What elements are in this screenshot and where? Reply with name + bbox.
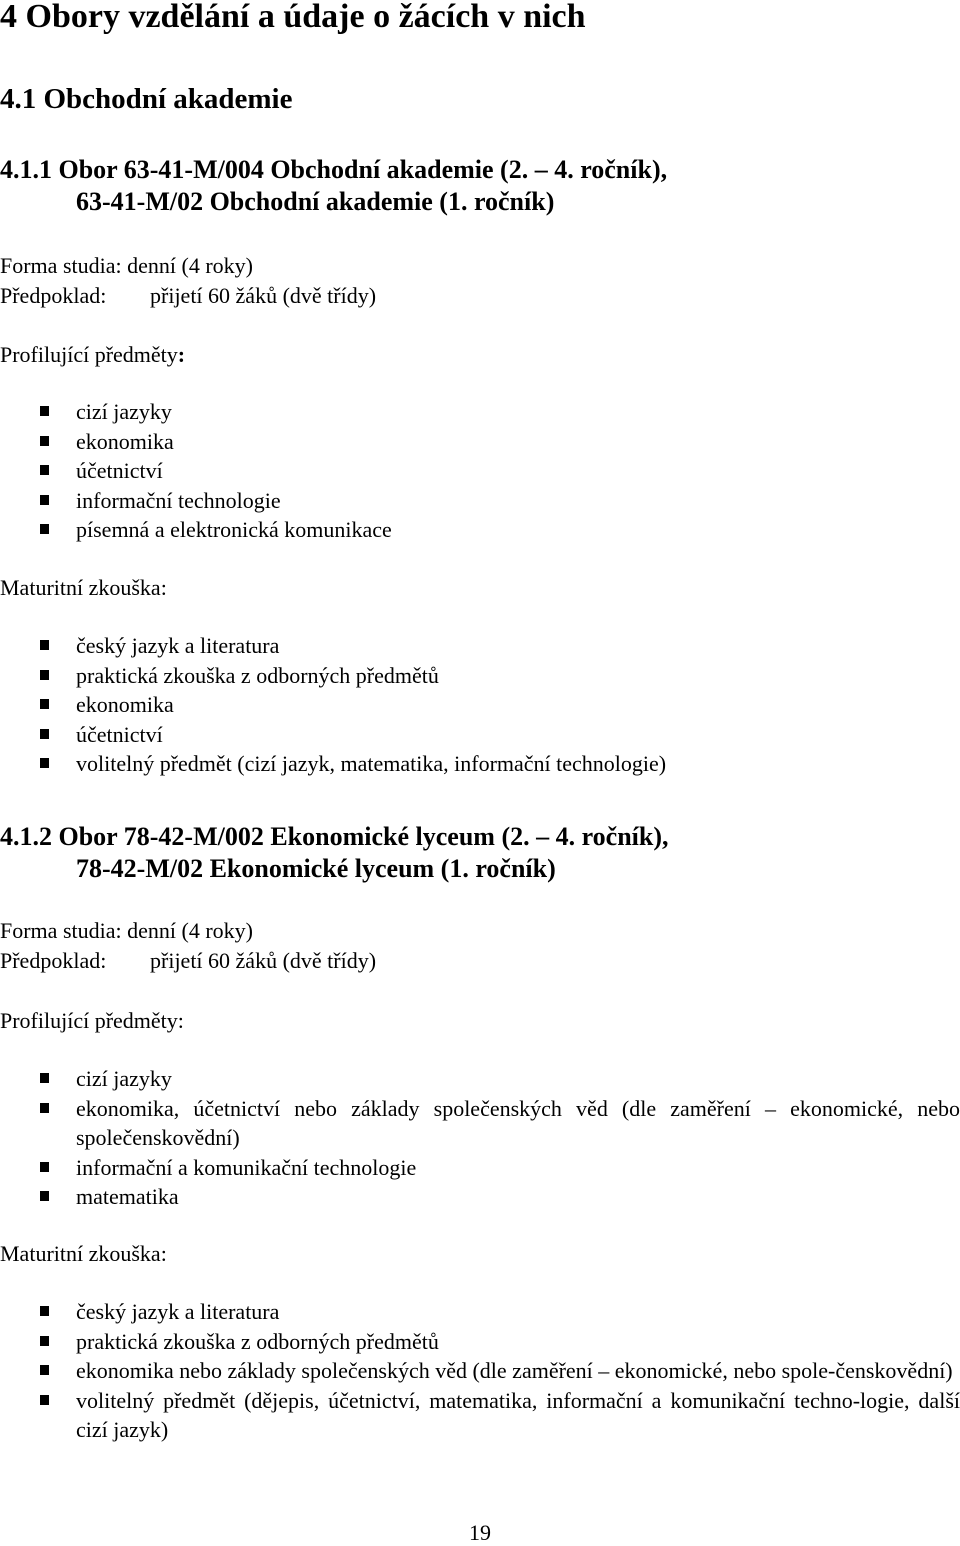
subsection-1-form	[0, 251, 253, 281]
list-item: písemná a elektronická komunikace	[0, 515, 960, 545]
square-bullet-icon	[40, 524, 49, 534]
square-bullet-icon	[40, 1365, 49, 1375]
square-bullet-icon	[40, 465, 49, 475]
list-item: informační technologie	[0, 486, 960, 516]
list-item: cizí jazyky	[0, 1064, 960, 1094]
list-item: ekonomika nebo základy společenských věd (dle zaměření – ekonomické, nebo spole-čenskovědní)	[0, 1356, 960, 1386]
list-item: účetnictví	[0, 456, 960, 486]
square-bullet-icon	[40, 1103, 49, 1113]
subsection-1-exam-label: Maturitní zkouška:	[0, 575, 167, 600]
list-item: ekonomika	[0, 427, 960, 457]
subsection-1-profile-label	[0, 340, 185, 370]
square-bullet-icon	[40, 758, 49, 768]
subsection-1-heading-line2: 63-41-M/02 Obchodní akademie (1. ročník)	[76, 187, 555, 216]
subsection-2-heading-line1: 4.1.2 Obor 78-42-M/002 Ekonomické lyceum (2. – 4. ročník),	[0, 822, 669, 851]
subsection-2-form	[0, 916, 253, 946]
list-item: volitelný předmět (cizí jazyk, matematika, informační technologie)	[0, 749, 960, 779]
square-bullet-icon	[40, 640, 49, 650]
square-bullet-icon	[40, 670, 49, 680]
square-bullet-icon	[40, 729, 49, 739]
subsection-2-profile-label: Profilující předměty:	[0, 1008, 184, 1033]
list-item: matematika	[0, 1182, 960, 1212]
subsection-2-profile-list	[0, 1064, 960, 1212]
subsection-2-assumption	[0, 946, 376, 976]
list-item: cizí jazyky	[0, 397, 960, 427]
subsection-1-assumption	[0, 281, 376, 311]
list-item: český jazyk a literatura	[0, 1297, 960, 1327]
chapter-title: 4 Obory vzdělání a údaje o žácích v nich	[0, 0, 586, 35]
subsection-1-heading	[0, 154, 667, 218]
square-bullet-icon	[40, 1395, 49, 1405]
form-value: denní (4 roky)	[127, 918, 253, 943]
list-item: informační a komunikační technologie	[0, 1153, 960, 1183]
subsection-1-profile-list	[0, 397, 960, 545]
square-bullet-icon	[40, 436, 49, 446]
assumption-label: Předpoklad:	[0, 948, 107, 973]
assumption-label: Předpoklad:	[0, 283, 107, 308]
subsection-2-exam-label: Maturitní zkouška:	[0, 1241, 167, 1266]
square-bullet-icon	[40, 1336, 49, 1346]
profile-colon: :	[177, 342, 186, 367]
list-item: volitelný předmět (dějepis, účetnictví, matematika, informační a komunikační techno-logie, další cizí jazyk)	[0, 1386, 960, 1445]
subsection-2-heading	[0, 821, 669, 885]
form-label: Forma studia:	[0, 918, 122, 943]
subsection-1-heading-line1: 4.1.1 Obor 63-41-M/004 Obchodní akademie (2. – 4. ročník),	[0, 155, 668, 184]
square-bullet-icon	[40, 1073, 49, 1083]
square-bullet-icon	[40, 406, 49, 416]
assumption-value: přijetí 60 žáků (dvě třídy)	[150, 283, 377, 308]
subsection-2-exam-list	[0, 1297, 960, 1445]
list-item: ekonomika, účetnictví nebo základy společenských věd (dle zaměření – ekonomické, nebo společenskovědní)	[0, 1094, 960, 1153]
list-item: praktická zkouška z odborných předmětů	[0, 661, 960, 691]
form-label: Forma studia:	[0, 253, 122, 278]
list-item: český jazyk a literatura	[0, 631, 960, 661]
square-bullet-icon	[40, 699, 49, 709]
list-item: praktická zkouška z odborných předmětů	[0, 1327, 960, 1357]
list-item: ekonomika	[0, 690, 960, 720]
square-bullet-icon	[40, 1191, 49, 1201]
assumption-value: přijetí 60 žáků (dvě třídy)	[150, 948, 377, 973]
square-bullet-icon	[40, 1306, 49, 1316]
section-title: 4.1 Obchodní akademie	[0, 83, 293, 115]
form-value: denní (4 roky)	[127, 253, 253, 278]
square-bullet-icon	[40, 495, 49, 505]
page-number: 19	[469, 1520, 491, 1545]
square-bullet-icon	[40, 1162, 49, 1172]
profile-label: Profilující předměty	[0, 342, 178, 367]
subsection-2-heading-line2: 78-42-M/02 Ekonomické lyceum (1. ročník)	[76, 854, 556, 883]
list-item: účetnictví	[0, 720, 960, 750]
subsection-1-exam-list	[0, 631, 960, 779]
